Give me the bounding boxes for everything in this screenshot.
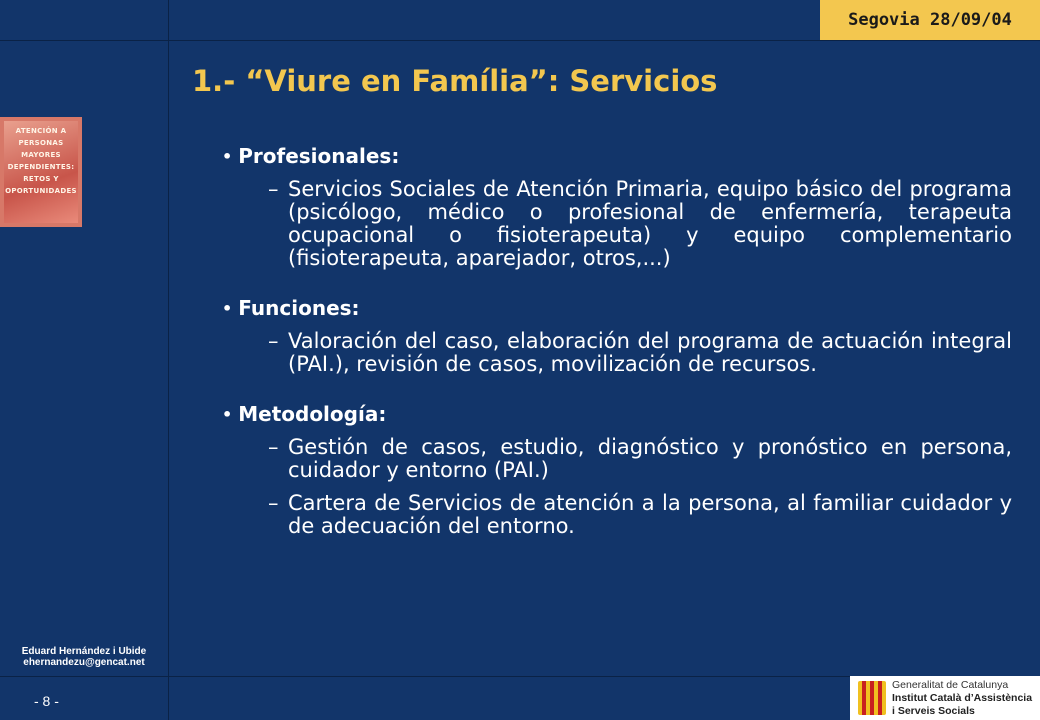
author-email: ehernandezu@gencat.net bbox=[23, 657, 145, 668]
section-heading: • Profesionales: bbox=[222, 144, 400, 168]
author-block bbox=[0, 646, 168, 668]
list-item: – Gestión de casos, estudio, diagnóstico y pronóstico en persona, cuidador y entorno (PAI.) bbox=[268, 435, 1012, 482]
section-heading: • Funciones: bbox=[222, 296, 360, 320]
section-heading: • Metodología: bbox=[222, 402, 387, 426]
list-item: – Valoración del caso, elaboración del programa de actuación integral (PAI.), revisión de casos, movilización de recursos. bbox=[268, 329, 1012, 376]
slide-title: 1.- “Viure en Família”: Servicios bbox=[192, 64, 718, 98]
slide-content bbox=[222, 144, 1012, 564]
org-line-1: Generalitat de Catalunya bbox=[892, 679, 1009, 691]
list-item: – Cartera de Servicios de atención a la persona, al familiar cuidador y de adecuación del entorno. bbox=[268, 491, 1012, 538]
page-number: - 8 - bbox=[34, 693, 59, 709]
bullet-icon: • bbox=[222, 404, 233, 424]
conference-logo bbox=[0, 117, 82, 227]
top-divider bbox=[0, 40, 1040, 41]
org-line-3: i Serveis Socials bbox=[892, 705, 975, 717]
bullet-icon: • bbox=[222, 298, 233, 318]
logo-text: ATENCIÓN A PERSONAS MAYORES DEPENDIENTES: RETOS Y OPORTUNIDADES bbox=[5, 127, 77, 195]
section-metodologia bbox=[222, 402, 1012, 538]
date-label: Segovia 28/09/04 bbox=[820, 0, 1040, 40]
list-item: – Servicios Sociales de Atención Primaria, equipo básico del programa (psicólogo, médico o profesional de enfermería, terapeuta ocupacional o fisioterapeuta) y equipo complementario (fisioterapeuta, aparejador, otros,...) bbox=[268, 177, 1012, 270]
catalan-flag-icon bbox=[858, 681, 886, 715]
author-name: Eduard Hernández i Ubide bbox=[21, 646, 147, 657]
bullet-icon: • bbox=[222, 146, 233, 166]
section-profesionales bbox=[222, 144, 1012, 270]
section-funciones bbox=[222, 296, 1012, 376]
gencat-logo bbox=[850, 676, 1040, 720]
vertical-divider bbox=[168, 0, 169, 720]
org-line-2: Institut Català d’Assistència bbox=[892, 692, 1033, 704]
